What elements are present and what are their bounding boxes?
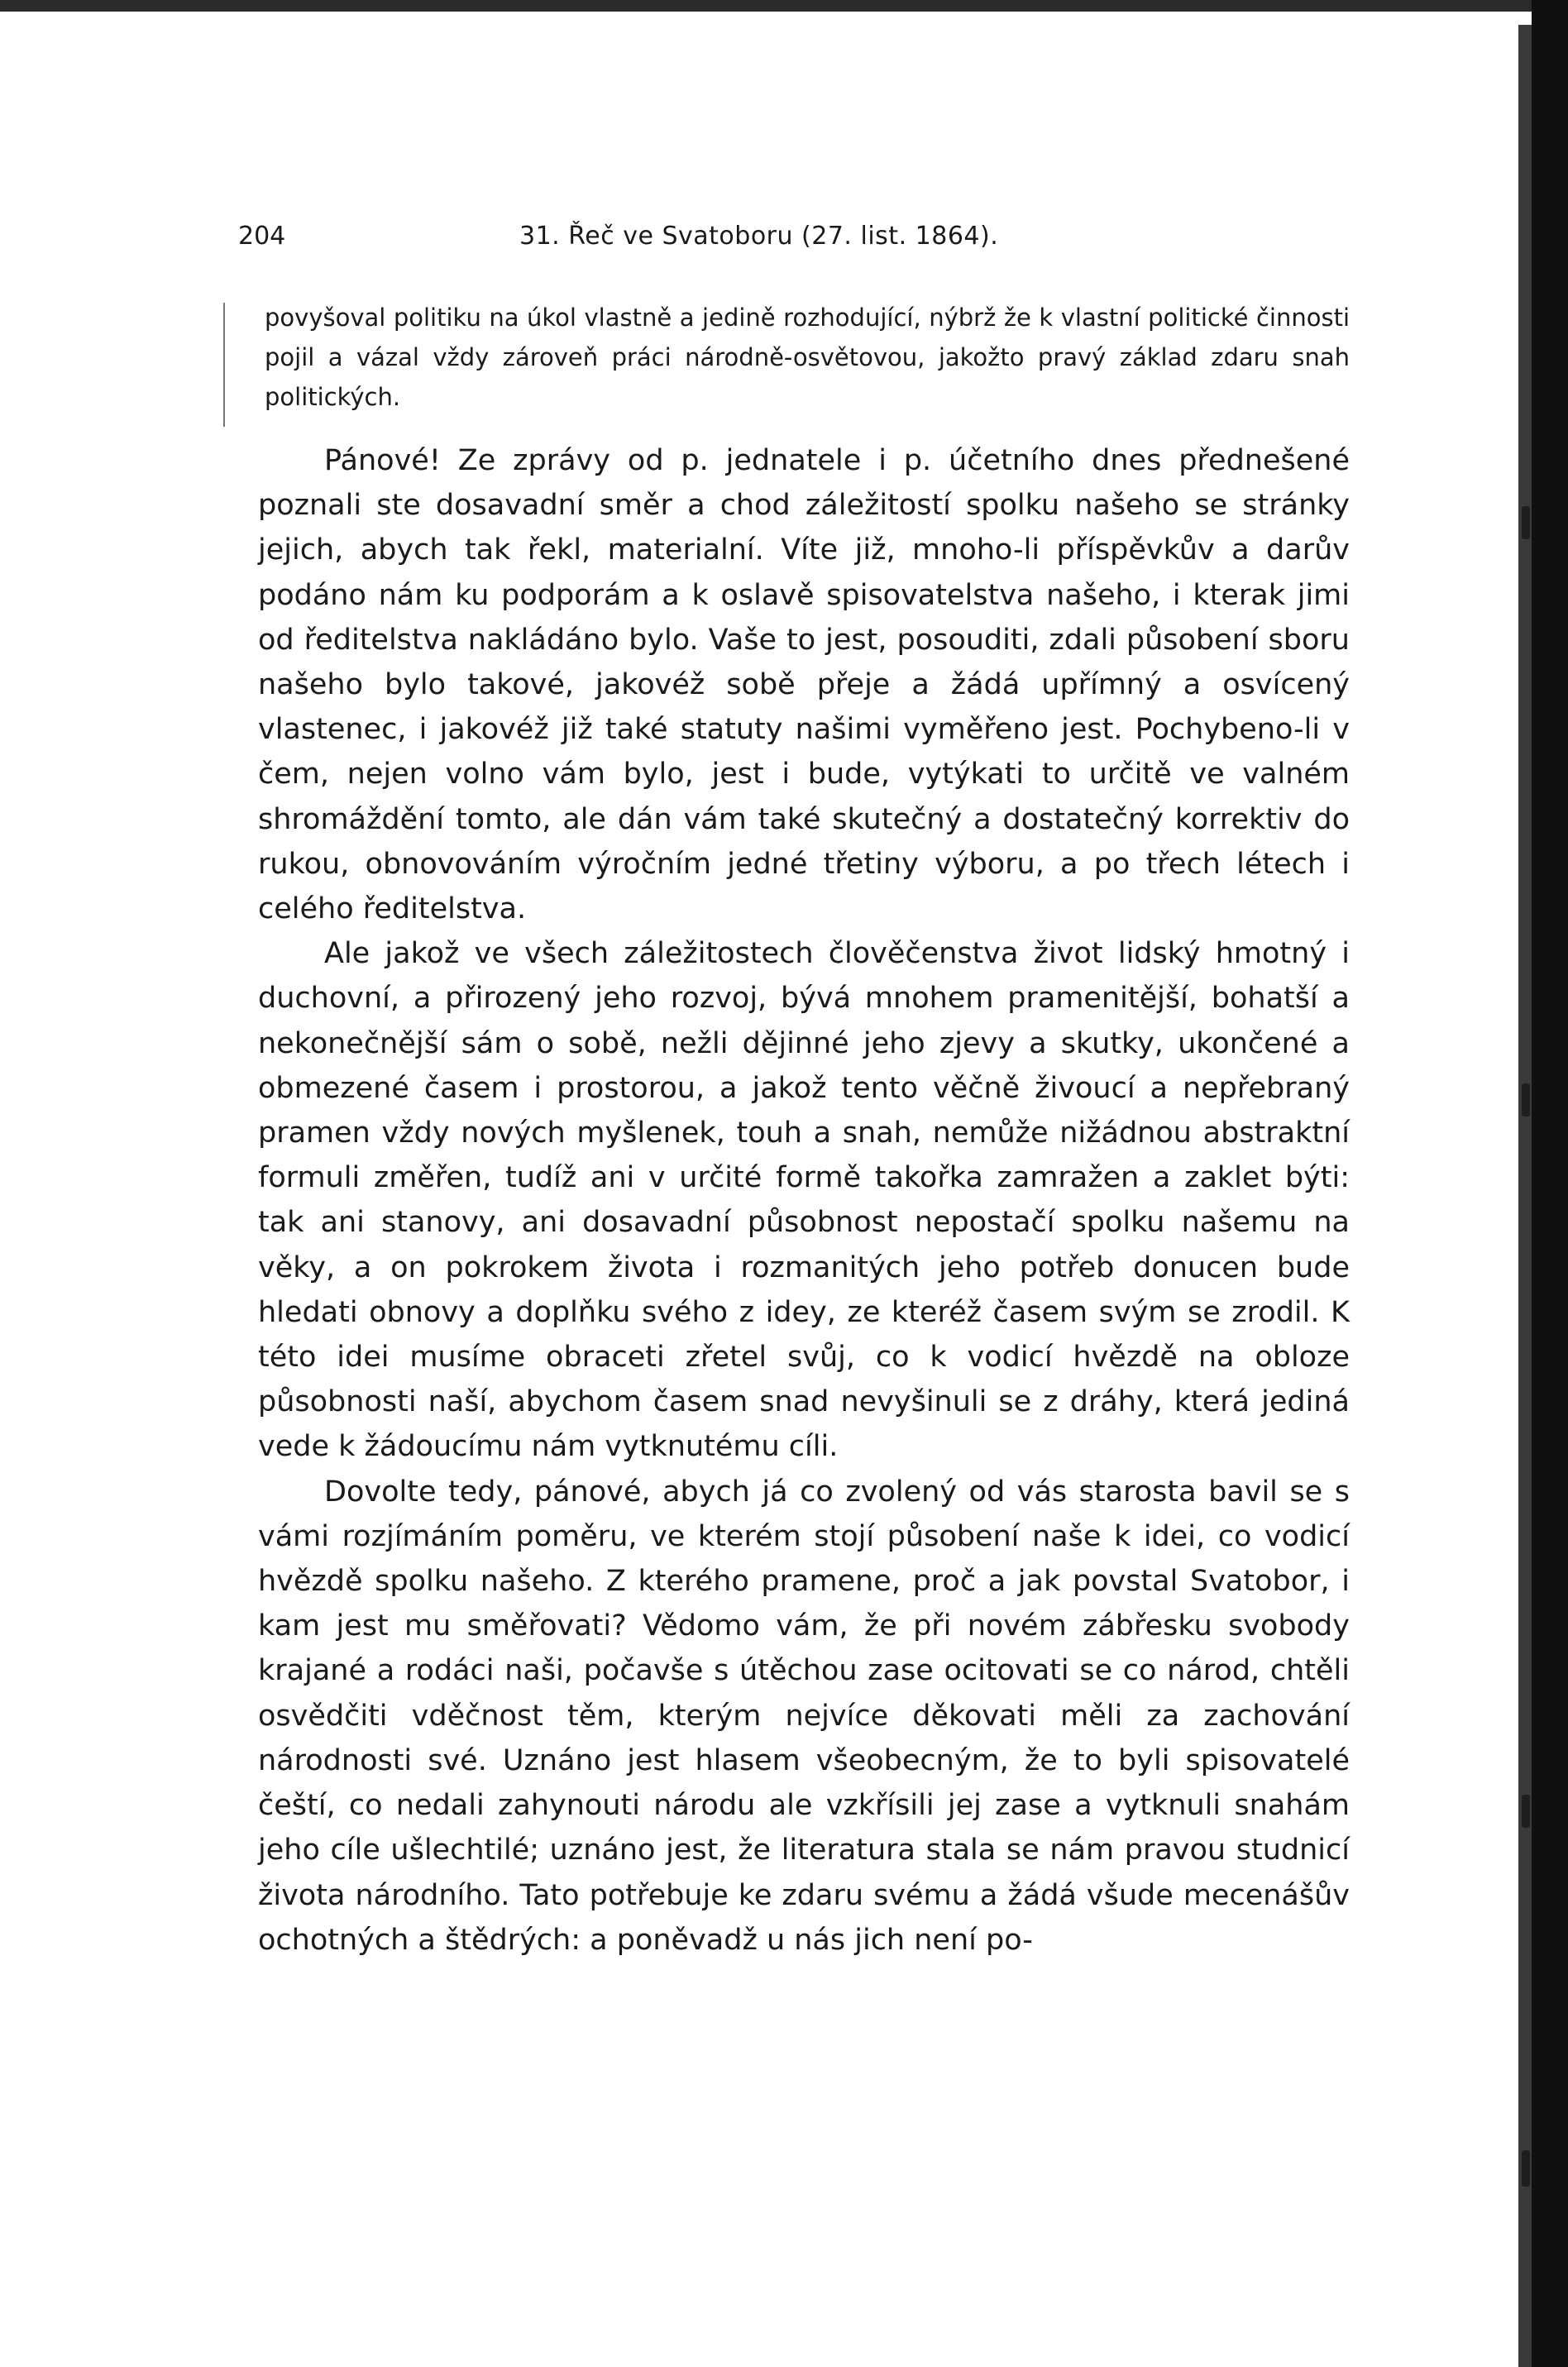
margin-ink-mark [1522, 506, 1530, 539]
scan-border-top [0, 0, 1568, 12]
continuation-block [265, 298, 1350, 417]
margin-ink-mark [1522, 2150, 1530, 2187]
margin-ink-mark [1522, 1083, 1530, 1117]
continuation-paragraph: povyšoval politiku na úkol vlastně a jedině rozhodující, nýbrž že k vlastní politické činnosti pojil a vázal vždy zároveň práci národně-osvětovou, jakožto pravý základ zdaru snah politických. [265, 304, 1350, 411]
margin-rule [223, 303, 225, 427]
paragraph-1: Pánové! Ze zprávy od p. jednatele i p. účetního dnes přednešené poznali ste dosavadní směr a chod záležitostí spolku našeho se stránky jejich, abych tak řekl, materialní. Víte již, mnoho-li příspěvkův a darův podáno nám ku podporám a k oslavě spisovatelstva našeho, i kterak jimi od ředitelstva nakládáno bylo. Vaše to jest, posouditi, zdali působení sboru našeho bylo takové, jakovéž sobě přeje a žádá upřímný a osvícený vlastenec, i jakovéž již také statuty našimi vyměřeno jest. Pochybeno-li v čem, nejen volno vám bylo, jest i bude, vytýkati to určitě ve valném shromáždění tomto, ale dán vám také skutečný a dostatečný korrektiv do rukou, obnovováním výročním jedné třetiny výboru, a po třech létech i celého ředitelstva. [258, 444, 1350, 926]
scan-border-right [1532, 0, 1568, 2367]
paragraph-2: Ale jakož ve všech záležitostech člověčenstva život lidský hmotný i duchovní, a přirozený jeho rozvoj, bývá mnohem pramenitější, bohatší a nekonečnější sám o sobě, nežli dějinné jeho zjevy a skutky, ukončené a obmezené časem i prostorou, a jakož tento věčně živoucí a nepřebraný pramen vždy nových myšlenek, touh a snah, nemůže nižádnou abstraktní formuli změřen, tudíž ani v určité formě takořka zamražen a zaklet býti: tak ani stanovy, ani dosavadní působnost nepostačí spolku našemu na věky, a on pokrokem života i rozmanitých jeho potřeb donucen bude hledati obnovy a doplňku svého z idey, ze kteréž časem svým se zrodil. K této idei musíme obraceti zřetel svůj, co k vodicí hvězdě na obloze působnosti naší, abychom časem snad nevyšinuli se z dráhy, která jediná vede k žádoucímu nám vytknutému cíli. [258, 937, 1350, 1464]
running-head [238, 222, 1350, 261]
paragraph-3: Dovolte tedy, pánové, abych já co zvolený od vás starosta bavil se s vámi rozjímáním poměru, ve kterém stojí působení naše k idei, co vodicí hvězdě spolku našeho. Z kterého pramene, proč a jak povstal Svatobor, i kam jest mu směřovati? Vědomo vám, že při novém zábřesku svobody krajané a rodáci naši, počavše s útěchou zase ocitovati se co národ, chtěli osvědčiti vděčnost těm, kterým nejvíce děkovati měli za zachování národnosti své. Uznáno jest hlasem všeobecným, že to byli spisovatelé čeští, co nedali zahynouti národu ale vzkřísili jej zase a vytknuli snahám jeho cíle ušlechtilé; uznáno jest, že literatura stala se nám pravou studnicí života národního. Tato potřebuje ke zdaru svému a žádá všude mecenášův ochotných a štědrých: a poněvadž u nás jich není po- [258, 1475, 1350, 1957]
chapter-title: 31. Řeč ve Svatoboru (27. list. 1864). [519, 222, 999, 251]
main-text [258, 438, 1350, 1963]
scan-border-shadow [1518, 25, 1532, 2367]
page-number: 204 [238, 222, 286, 251]
margin-ink-mark [1522, 1795, 1530, 1828]
